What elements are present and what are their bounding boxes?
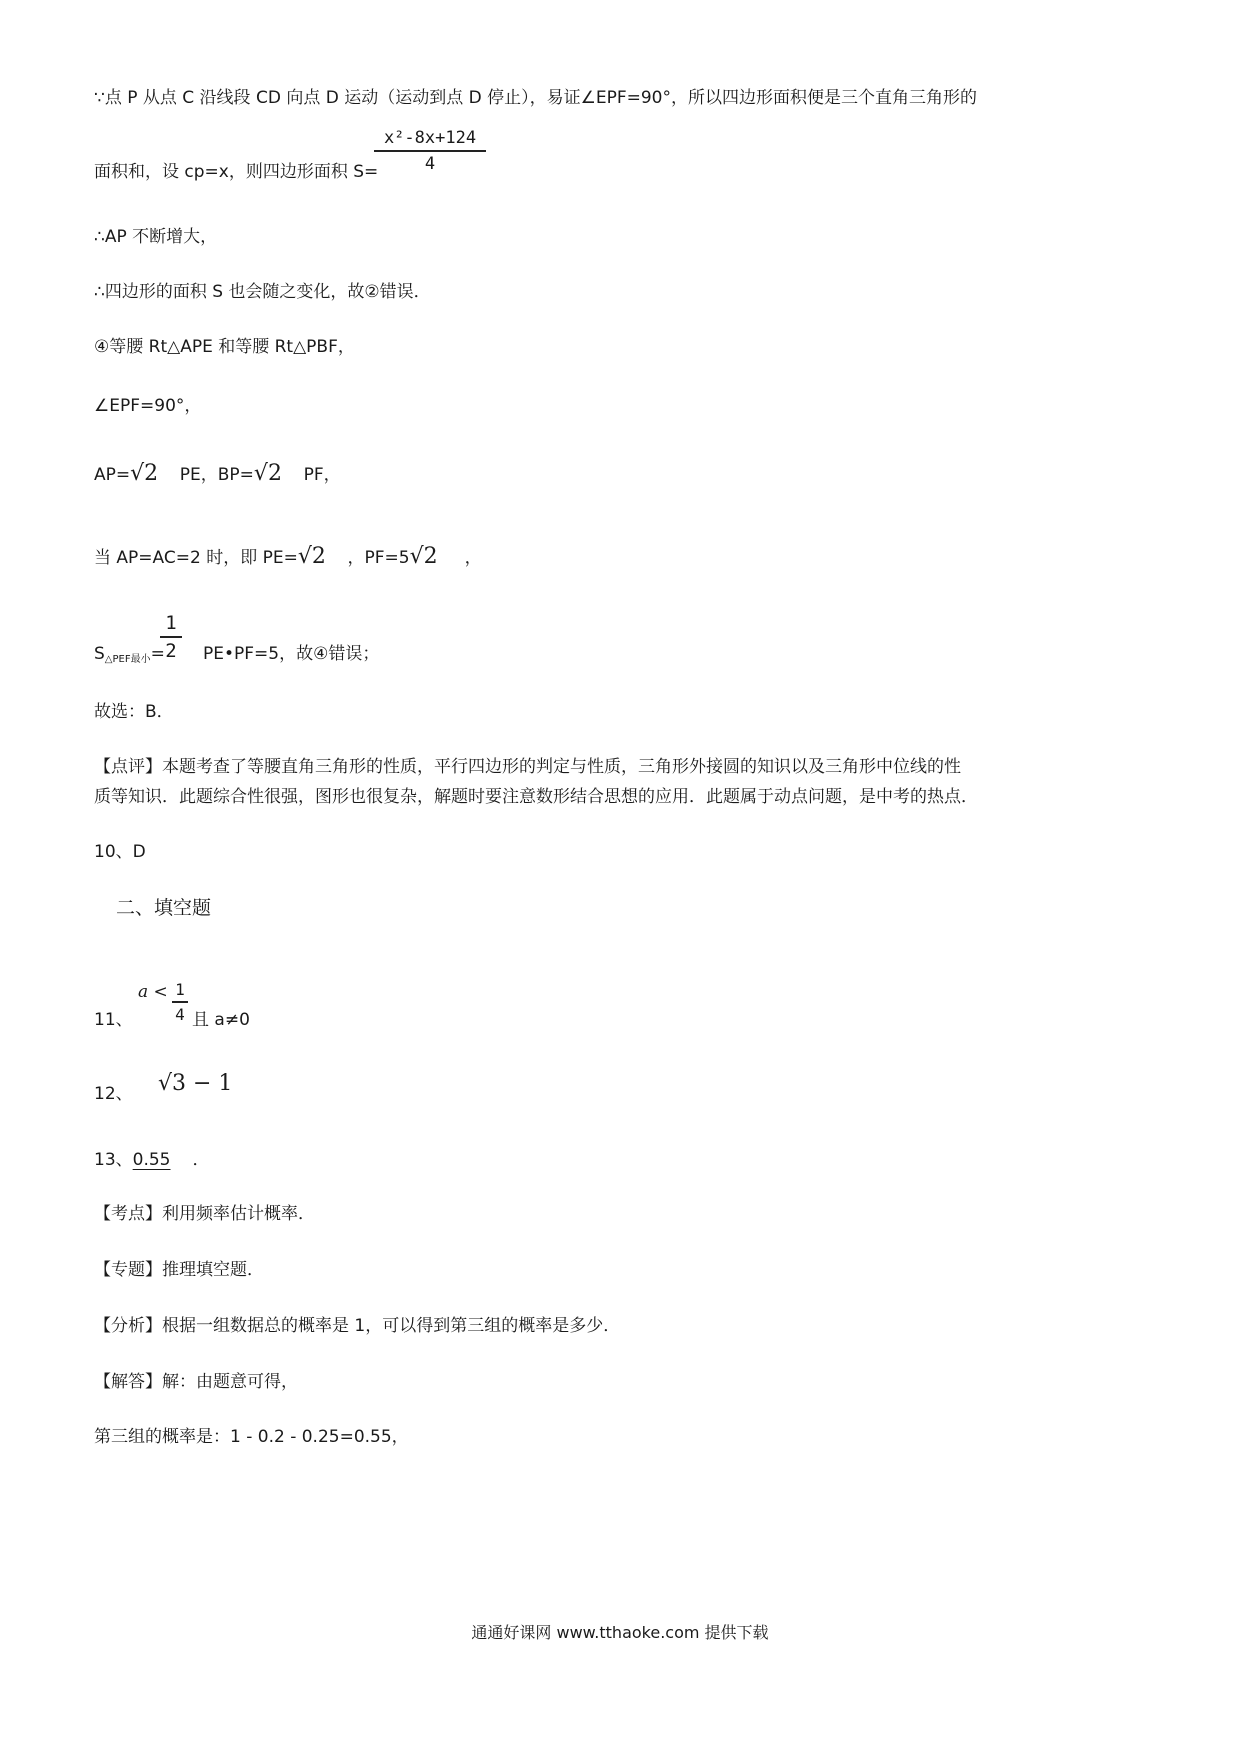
footer: 通通好课网 www.tthaoke.com 提供下载 [471,1623,769,1642]
q12-expression: √3 − 1 [158,1071,233,1096]
q13-end: ． [192,1150,210,1170]
q13-label: 13、 [94,1150,133,1170]
section-title: 二、填空题 [116,897,212,919]
line-9 [94,642,165,672]
line-5: ④等腰 Rt△APE 和等腰 Rt△PBF， [94,337,355,357]
fraction-numerator: 1 [160,612,182,638]
answer-10: 10、D [94,842,146,862]
line-6: ∠EPF=90°， [94,396,202,416]
q11-rest: 且 a≠0 [192,1010,250,1030]
text: PE，BP= [179,465,254,485]
line-3: ∴AP 不断增大， [94,227,218,247]
area-symbol: S [94,644,105,664]
text: PF， [303,465,341,485]
area-subscript: △PEF最小 [104,654,151,665]
quarter-fraction [172,980,188,1024]
q13-answer: 0.55 [132,1150,171,1170]
q12-label: 12、 [94,1084,133,1104]
sqrt-two: √2 [253,461,282,486]
fraction-denominator: 4 [175,1005,185,1024]
line-2-prefix: 面积和，设 cp=x，则四边形面积 S= [94,162,379,182]
kaodian: 【考点】利用频率估计概率． [94,1204,315,1224]
jieda: 【解答】解：由题意可得， [94,1372,298,1392]
text: AP= [94,465,131,485]
line-10: 故选：B． [94,702,174,722]
line-8 [94,545,482,570]
q11-label: 11、 [94,1010,133,1030]
last-line: 第三组的概率是：1 - 0.2 - 0.25=0.55， [94,1427,409,1447]
half-fraction [160,612,182,662]
comment-line-1: 【点评】本题考查了等腰直角三角形的性质，平行四边形的判定与性质，三角形外接圆的知识以及三角形中位线的性 [94,757,961,777]
comment-line-2: 质等知识．此题综合性很强，图形也很复杂，解题时要注意数形结合思想的应用．此题属于动点问题，是中考的热点． [94,787,978,807]
text: ，PF=5 [347,548,410,568]
fraction-denominator: 2 [165,640,177,662]
line-7 [94,462,341,487]
fenxi: 【分析】根据一组数据总的概率是 1，可以得到第三组的概率是多少． [94,1316,621,1336]
line-4: ∴四边形的面积 S 也会随之变化，故②错误． [94,282,431,302]
line-9-rest: PE•PF=5，故④错误； [203,644,380,664]
q11-inequality: a < [138,982,168,1002]
sqrt-two: √2 [409,544,438,569]
fraction-numerator: x²-8x+124 [374,128,486,152]
fraction-numerator: 1 [172,980,188,1003]
line-1: ∵点 P 从点 C 沿线段 CD 向点 D 运动（运动到点 D 停止），易证∠EPF=90°，所以四边形面积便是三个直角三角形的 [94,88,978,108]
area-fraction [374,128,486,174]
sqrt-two: √2 [130,461,159,486]
text: 当 AP=AC=2 时，即 PE= [94,548,298,568]
q13-line [94,1148,210,1172]
zhuanti: 【专题】推理填空题． [94,1260,264,1280]
text: ， [464,548,482,568]
equals: = [150,644,165,664]
fraction-denominator: 4 [424,154,436,174]
sqrt-two: √2 [297,544,326,569]
